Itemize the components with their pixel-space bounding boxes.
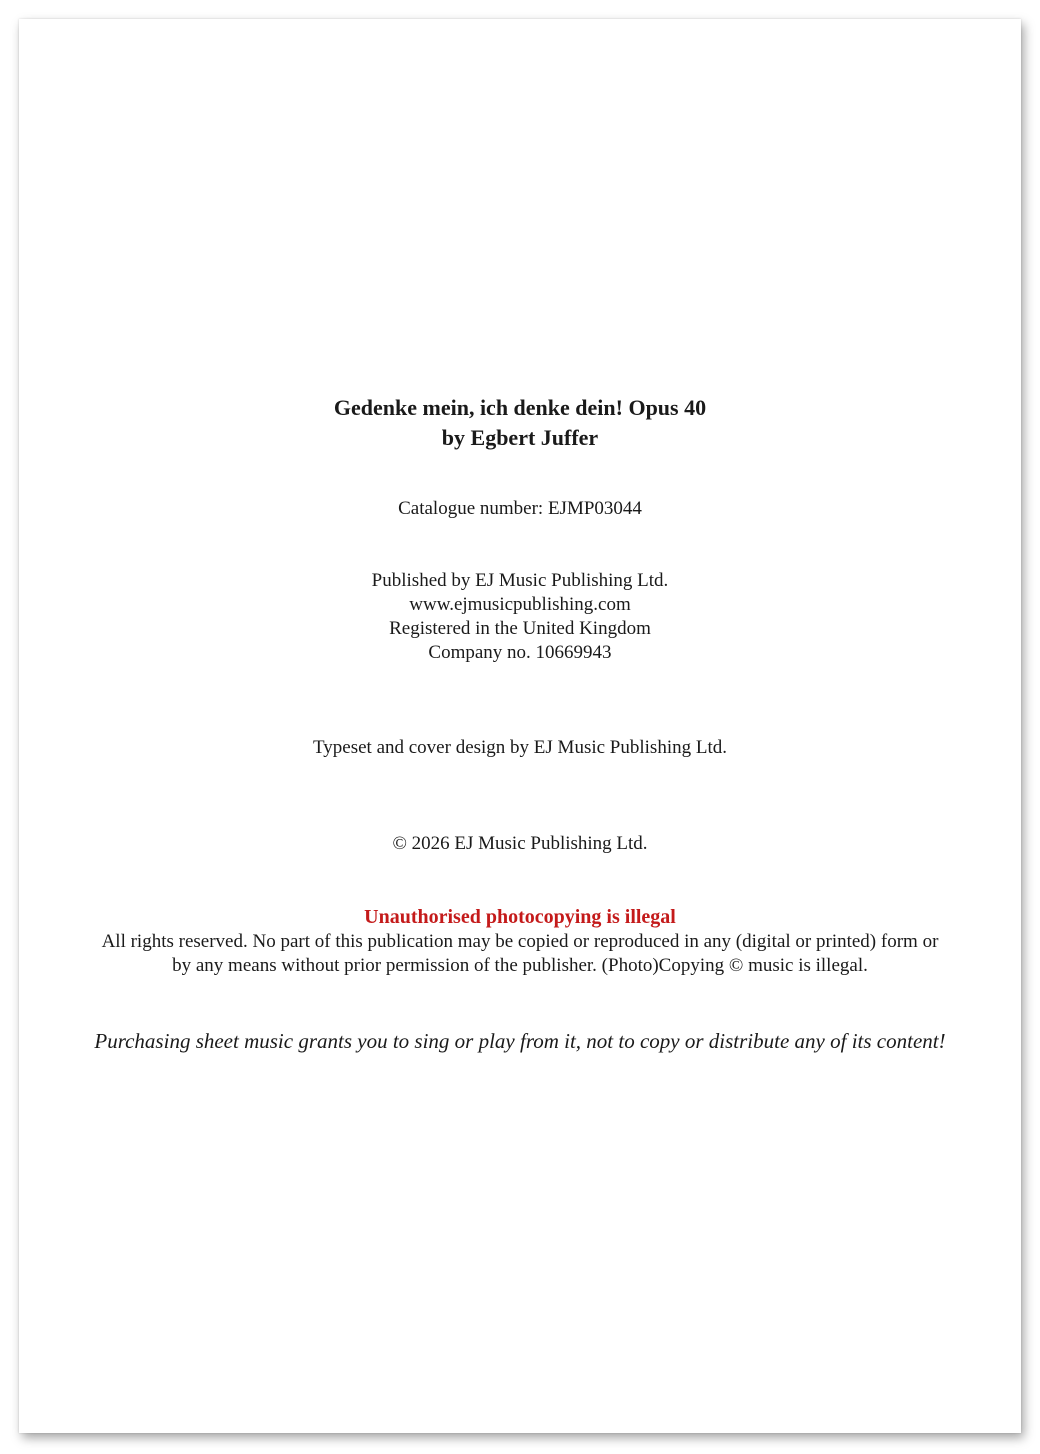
document-page	[19, 19, 1021, 1433]
copyright-notice: © 2026 EJ Music Publishing Ltd.	[392, 833, 648, 854]
publisher-registration: Registered in the United Kingdom	[389, 618, 651, 639]
composer-byline: by Egbert Juffer	[441, 425, 599, 450]
rights-reserved-line-2: by any means without prior permission of the publisher. (Photo)Copying © music is illegal.	[172, 955, 868, 976]
publisher-company-number: Company no. 10669943	[428, 642, 612, 663]
purchase-notice: Purchasing sheet music grants you to sing or play from it, not to copy or distribute any of its content!	[94, 1029, 946, 1053]
photocopy-warning-heading: Unauthorised photocopying is illegal	[364, 906, 676, 928]
catalogue-number: Catalogue number: EJMP03044	[398, 498, 642, 519]
rights-reserved-line-1: All rights reserved. No part of this publication may be copied or reproduced in any (digital or printed) form or	[101, 931, 939, 952]
publisher-website: www.ejmusicpublishing.com	[409, 594, 631, 615]
typeset-credit: Typeset and cover design by EJ Music Publishing Ltd.	[313, 737, 727, 758]
publisher-name: Published by EJ Music Publishing Ltd.	[371, 570, 669, 591]
piece-title: Gedenke mein, ich denke dein! Opus 40	[333, 395, 707, 420]
